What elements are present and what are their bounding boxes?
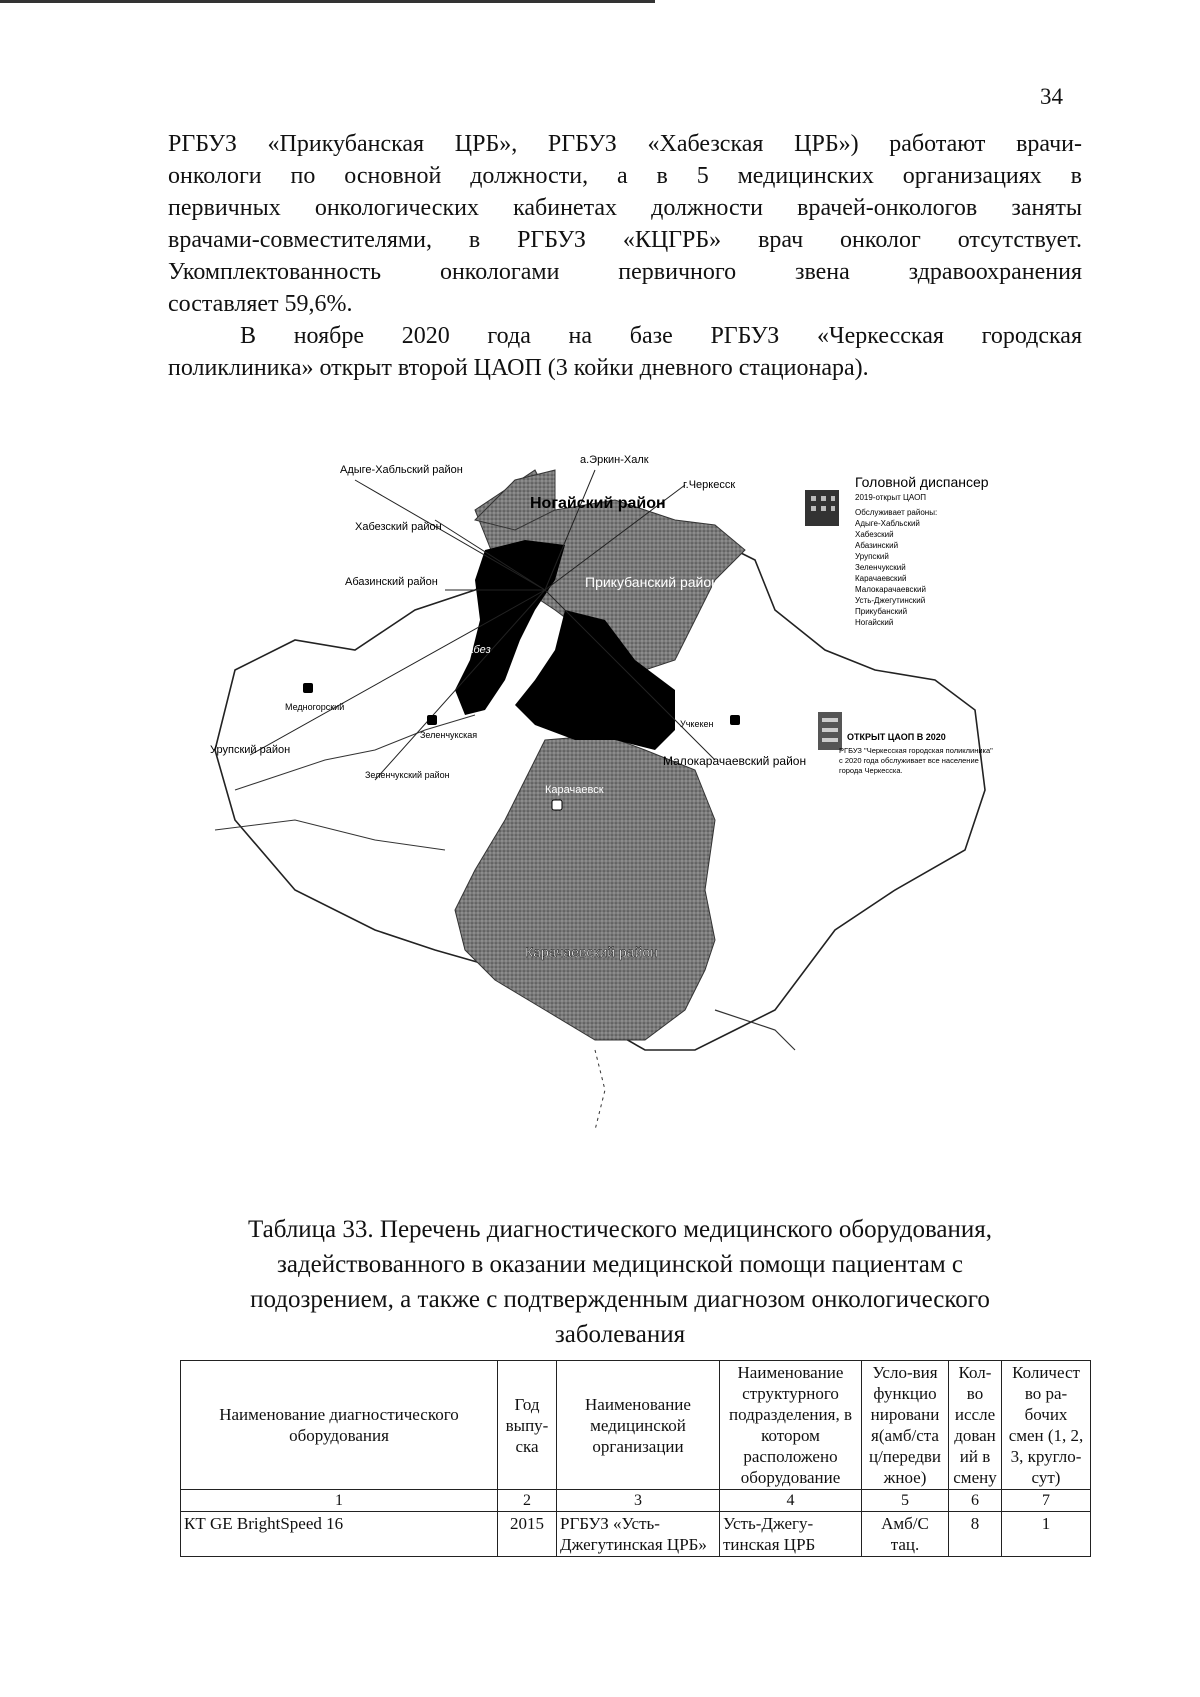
- column-number: 2: [498, 1490, 557, 1512]
- header-subdivision: Наименование структурного подразделения, в котором расположено оборудование: [720, 1361, 862, 1490]
- paragraph-1-line-4: врачами-совместителями, в РГБУЗ «КЦГРБ» врач онколог отсутствует.: [168, 227, 1082, 253]
- label-erkin: а.Эркин-Халк: [580, 454, 649, 466]
- legend1-district: Ногайский: [855, 618, 894, 627]
- paragraph-1-line-2: онкологи по основной должности, а в 5 медицинских организациях в: [168, 163, 1082, 189]
- legend1-district: Абазинский: [855, 541, 899, 550]
- caption-line: заболевания: [554, 1321, 686, 1348]
- header-organization: Наименование медицинской организации: [557, 1361, 720, 1490]
- legend-head-dispensary: [805, 474, 989, 627]
- paragraph-1-line-6: составляет 59,6%.: [168, 291, 353, 317]
- label-malokar: Малокарачаевский район: [663, 754, 807, 768]
- legend1-district: Адыге-Хабльский: [855, 519, 920, 528]
- column-number: 4: [720, 1490, 862, 1512]
- table-caption: [170, 1212, 1070, 1352]
- label-cherkessk: г.Черкесск: [683, 479, 736, 491]
- legend1-district: Хабезский: [855, 530, 894, 539]
- label-nogay: Ногайский район: [530, 495, 666, 512]
- uchkeken-marker-icon: [730, 715, 740, 725]
- table-row: [181, 1512, 1091, 1557]
- column-number: 6: [949, 1490, 1002, 1512]
- column-number: 3: [557, 1490, 720, 1512]
- legend2-line: с 2020 года обслуживает все население: [839, 756, 979, 765]
- header-equipment: Наименование диагностического оборудования: [181, 1361, 498, 1490]
- cell-organization: РГБУЗ «Усть-Джегутинская ЦРБ»: [557, 1512, 720, 1557]
- legend1-district: Усть-Джегутинский: [855, 596, 926, 605]
- paragraph-2-line-1: В ноябре 2020 года на базе РГБУЗ «Черкесская городская: [240, 323, 1082, 349]
- caption-line: задействованного в оказании медицинской помощи пациентам с: [276, 1251, 964, 1278]
- legend1-district: Карачаевский: [855, 574, 907, 583]
- legend2-title: ОТКРЫТ ЦАОП В 2020: [847, 732, 946, 742]
- column-number: 5: [862, 1490, 949, 1512]
- label-karachaevsk: Карачаевск: [545, 784, 604, 796]
- paragraph-1-line-1: РГБУЗ «Прикубанская ЦРБ», РГБУЗ «Хабезская ЦРБ») работают врачи-: [168, 131, 1082, 157]
- legend1-district: Урупский: [855, 552, 889, 561]
- label-habez-town: Хабез: [460, 644, 491, 656]
- column-number: 7: [1002, 1490, 1091, 1512]
- label-zelench-town: Зеленчукская: [420, 730, 478, 740]
- label-karach: Карачаевский район: [525, 944, 658, 960]
- header-year: Год выпу-ска: [498, 1361, 557, 1490]
- karachaevsk-marker-icon: [552, 800, 562, 810]
- caption-line: подозрением, а также с подтвержденным диагнозом онкологического: [250, 1286, 990, 1313]
- label-uchkeken: Учкекен: [680, 719, 714, 729]
- label-urup: Урупский район: [210, 744, 291, 756]
- legend1-subtitle: 2019-открыт ЦАОП: [855, 493, 927, 502]
- top-rule: [0, 0, 655, 3]
- paragraph-2-line-2: поликлиника» открыт второй ЦАОП (3 койки дневного стационара).: [168, 355, 869, 381]
- cell-conditions: Амб/С тац.: [862, 1512, 949, 1557]
- label-abaza: Абазинский район: [345, 576, 438, 588]
- table-header-row: [181, 1361, 1091, 1490]
- label-prikuban: Прикубанский район: [585, 574, 719, 590]
- header-conditions: Усло-вия функцио нировани я(амб/ста ц/передви жное): [862, 1361, 949, 1490]
- legend1-district: Прикубанский: [855, 607, 908, 616]
- label-medno: Медногорский: [285, 702, 345, 712]
- label-zelench: Зеленчукский район: [365, 770, 450, 780]
- label-adyge: Адыге-Хабльский район: [340, 464, 463, 476]
- cell-shifts: 1: [1002, 1512, 1091, 1557]
- header-shifts: Количест во ра-бочих смен (1, 2, 3, кругло-сут): [1002, 1361, 1091, 1490]
- column-number: 1: [181, 1490, 498, 1512]
- legend2-line: города Черкесска.: [839, 766, 903, 775]
- paragraph-1-line-5: Укомплектованность онкологами первичного звена здравоохранения: [168, 259, 1082, 285]
- equipment-table: [180, 1360, 1091, 1557]
- cell-equipment: КТ GE BrightSpeed 16: [181, 1512, 498, 1557]
- cell-subdivision: Усть-Джегу-тинская ЦРБ: [720, 1512, 862, 1557]
- paragraph-1-line-3: первичных онкологических кабинетах должности врачей-онкологов заняты: [168, 195, 1082, 221]
- label-habez: Хабезский район: [355, 521, 442, 533]
- zelench-marker-icon: [427, 715, 437, 725]
- medno-marker-icon: [303, 683, 313, 693]
- legend2-line: РГБУЗ "Черкесская городская поликлиника": [839, 746, 993, 755]
- header-studies: Кол-во иссле дован ий в смену: [949, 1361, 1002, 1490]
- cell-studies: 8: [949, 1512, 1002, 1557]
- legend1-district: Зеленчукский: [855, 563, 906, 572]
- cell-year: 2015: [498, 1512, 557, 1557]
- legend1-serves: Обслуживает районы:: [855, 508, 938, 517]
- legend1-title: Головной диспансер: [855, 474, 989, 490]
- district-map: [175, 454, 1095, 1150]
- table-number-row: [181, 1490, 1091, 1512]
- legend1-district: Малокарачаевский: [855, 585, 926, 594]
- page-number: 34: [1040, 84, 1063, 109]
- caption-line: Таблица 33. Перечень диагностического медицинского оборудования,: [247, 1216, 993, 1243]
